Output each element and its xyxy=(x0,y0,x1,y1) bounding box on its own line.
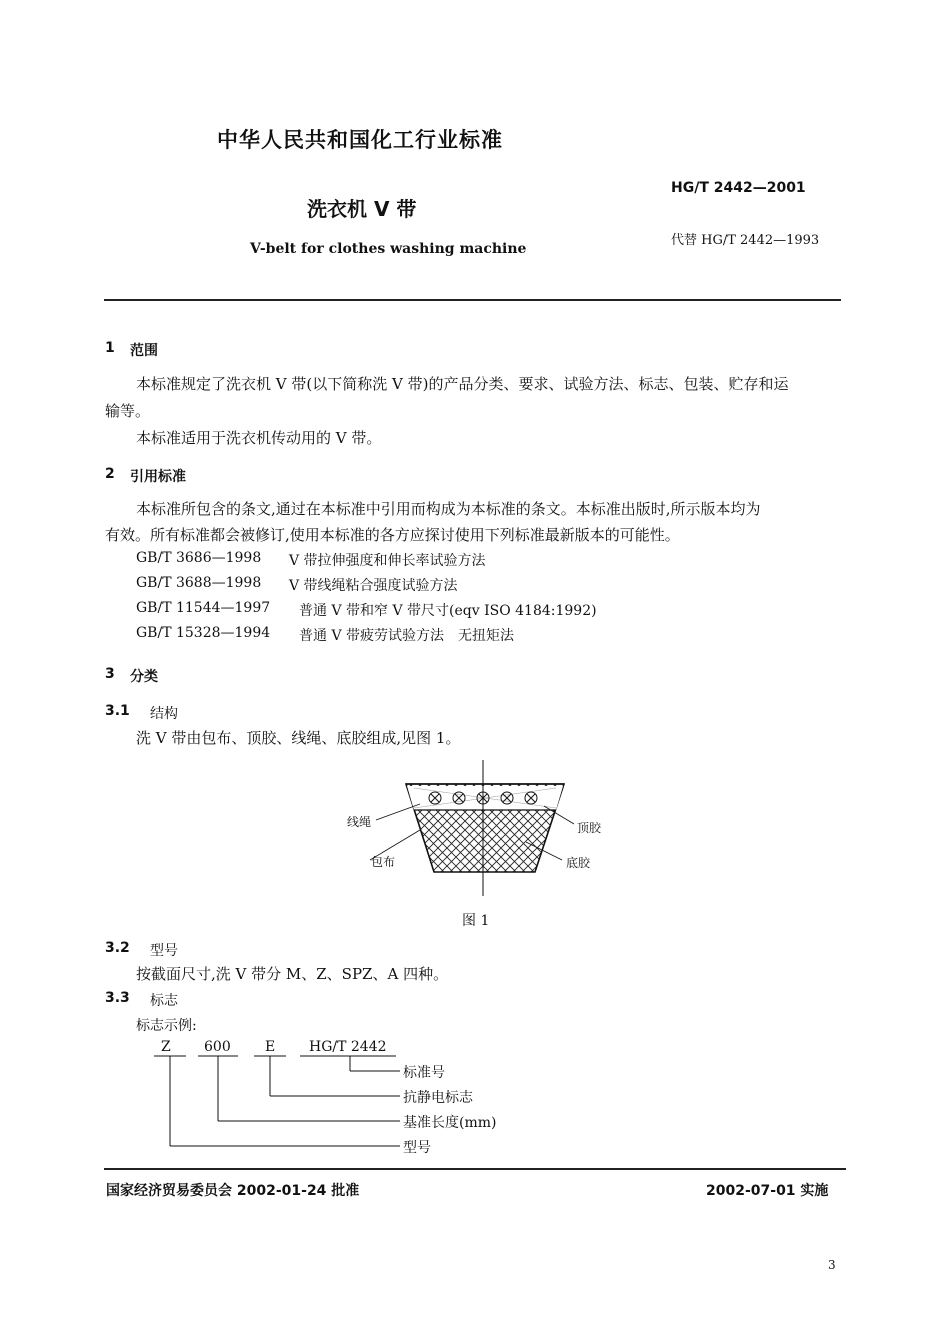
section-2-paragraph-line-2: 有效。所有标准都会被修订,使用本标准的各方应探讨使用下列标准最新版本的可能性。 xyxy=(105,526,680,544)
replaces-note: 代替 HG/T 2442—1993 xyxy=(671,233,820,248)
section-1-heading: 范围 xyxy=(130,343,158,359)
section-3-number: 3 xyxy=(105,666,115,682)
section-2-heading: 引用标准 xyxy=(130,469,186,485)
org-title: 中华人民共和国化工行业标准 xyxy=(217,128,503,152)
figure-label-cover: 包布 xyxy=(371,855,396,869)
marking-label-standard: 标准号 xyxy=(403,1065,445,1081)
leader-cord xyxy=(376,804,420,820)
marking-length: 600 xyxy=(204,1039,231,1055)
section-3-3-number: 3.3 xyxy=(105,990,130,1006)
effective-date: 2002-07-01 实施 xyxy=(706,1183,829,1199)
section-3-2-text: 按截面尺寸,洗 V 带分 M、Z、SPZ、A 四种。 xyxy=(136,965,449,983)
marking-example-label: 标志示例: xyxy=(136,1018,197,1034)
doc-title: 洗衣机 V 带 xyxy=(307,197,417,221)
section-1-number: 1 xyxy=(105,340,115,356)
section-1-paragraph-2: 本标准适用于洗衣机传动用的 V 带。 xyxy=(136,429,382,447)
footer-rule xyxy=(104,1168,846,1170)
reference-code: GB/T 3686—1998 xyxy=(136,550,262,566)
reference-title: V 带拉伸强度和伸长率试验方法 xyxy=(289,553,486,569)
marking-type: Z xyxy=(161,1039,171,1055)
section-3-1-text: 洗 V 带由包布、顶胶、线绳、底胶组成,见图 1。 xyxy=(136,729,461,747)
reference-code: GB/T 15328—1994 xyxy=(136,625,271,641)
section-2-number: 2 xyxy=(105,466,115,482)
standard-number: HG/T 2442—2001 xyxy=(671,180,806,196)
figure-label-cord: 线绳 xyxy=(347,815,372,829)
marking-label-length: 基准长度(mm) xyxy=(403,1115,497,1131)
reference-code: GB/T 3688—1998 xyxy=(136,575,262,591)
marking-label-antistatic: 抗静电标志 xyxy=(403,1090,473,1106)
reference-title: V 带线绳粘合强度试验方法 xyxy=(289,578,458,594)
doc-title-en: V-belt for clothes washing machine xyxy=(250,241,527,257)
section-3-1-number: 3.1 xyxy=(105,703,130,719)
section-1-paragraph-1-line-1: 本标准规定了洗衣机 V 带(以下简称洗 V 带)的产品分类、要求、试验方法、标志、包装、贮存和运 xyxy=(136,375,789,393)
section-3-2-heading: 型号 xyxy=(150,943,178,959)
marking-label-type: 型号 xyxy=(403,1140,431,1156)
section-3-heading: 分类 xyxy=(130,669,158,685)
marking-antistatic: E xyxy=(265,1039,276,1055)
section-2-paragraph-line-1: 本标准所包含的条文,通过在本标准中引用而构成为本标准的条文。本标准出版时,所示版本均为 xyxy=(136,500,761,518)
section-3-3-heading: 标志 xyxy=(150,993,178,1009)
section-3-2-number: 3.2 xyxy=(105,940,130,956)
marking-standard: HG/T 2442 xyxy=(309,1039,387,1055)
approval-note: 国家经济贸易委员会 2002-01-24 批准 xyxy=(106,1183,360,1199)
section-3-1-heading: 结构 xyxy=(150,706,178,722)
reference-code: GB/T 11544—1997 xyxy=(136,600,271,616)
marking-leader-diagram xyxy=(150,1055,410,1155)
reference-title: 普通 V 带和窄 V 带尺寸(eqv ISO 4184:1992) xyxy=(299,603,597,619)
figure-label-top-rubber: 顶胶 xyxy=(577,821,602,835)
section-1-paragraph-1-line-2: 输等。 xyxy=(105,402,151,420)
figure-caption: 图 1 xyxy=(462,913,490,929)
reference-title: 普通 V 带疲劳试验方法 无扭矩法 xyxy=(299,628,515,644)
figure-label-bottom-rubber: 底胶 xyxy=(566,856,591,870)
page-number: 3 xyxy=(828,1258,836,1272)
header-rule xyxy=(104,299,841,301)
